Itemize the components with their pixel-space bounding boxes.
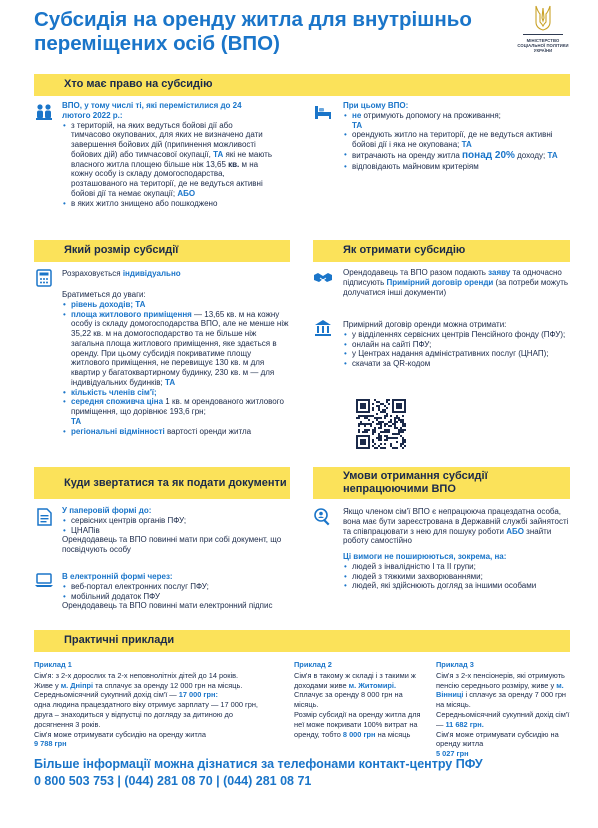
section-unemployed-header: [313, 467, 570, 499]
qr-code[interactable]: [356, 399, 406, 449]
how-where-item-4[interactable]: • скачати за QR-кодом: [343, 359, 569, 369]
unemployed-item-1: • людей з інвалідністю I та II групи;: [343, 562, 569, 572]
family-icon: [34, 102, 54, 122]
laptop-icon: [34, 570, 54, 590]
size-item-5: • регіональні відмінності вартості оренди житла: [62, 427, 290, 437]
who-left-block: [62, 101, 272, 208]
where-electronic-head: В електронній формі через:: [62, 572, 173, 581]
document-icon: [34, 507, 54, 527]
example-3-sum: 5 027 грн: [436, 749, 469, 759]
footer-phones[interactable]: 0 800 503 753 | (044) 281 08 70 | (044) 281 08 71: [34, 774, 312, 788]
ministry-logo: [516, 4, 570, 74]
section-where-title: Куди звертатися та як подати документи: [64, 476, 287, 489]
section-examples-title: Практичні приклади: [64, 634, 175, 647]
size-item-4: • середня споживча ціна 1 кв. м орендованого житлового приміщення, що дорівнює 193,6 грн; ТА: [62, 397, 290, 426]
logo-line-2: СОЦІАЛЬНОЇ ПОЛІТИКИ: [517, 43, 569, 48]
example-3: Приклад 3 Сім'я з 2-х пенсіонерів, які отримують пенсію середнього розміру, живе у м. Вінниці і сплачує за оренду 7 000 грн на місяць. Середньомісячний сукупний дохід сім'ї — 11 682 грн. Сім'я може отримувати субсидію на оренду житла 5 027 грн: [436, 660, 570, 759]
section-examples-header: [34, 630, 570, 652]
size-item-1: • рівень доходів; ТА: [62, 300, 290, 310]
how-where-head: Примірний договір оренди можна отримати:: [343, 320, 507, 329]
example-2: Приклад 2 Сім'я в такому ж складі і з такими ж доходами живе м. Житомирі. Сплачує за оренду 8 000 грн на місяць. Розмір субсидії на оренду житла для неї може покривати 100% витрат на оренду, тобто 8 000 грн на місяць: [294, 660, 424, 739]
section-how-title: Як отримати субсидію: [343, 244, 466, 257]
who-right-block: [343, 101, 569, 172]
example-1-sum: 9 788 грн: [34, 739, 67, 749]
example-3-title: Приклад 3: [436, 660, 474, 669]
size-taken-head: Братиметься до уваги:: [62, 290, 146, 299]
how-where-item-2: • онлайн на сайті ПФУ;: [343, 340, 569, 350]
section-who-header: [34, 74, 570, 96]
how-intro: Орендодавець та ВПО разом подають заяву та одночасно підписують Примірний договір оренди (за потреби можуть долучатися інші документи): [343, 268, 569, 297]
how-where-item-3: • у Центрах надання адміністративних послуг (ЦНАП);: [343, 349, 569, 359]
who-right-item-3: • витрачають на оренду житла понад 20% доходу; ТА: [343, 150, 569, 162]
who-left-item-1: • з територій, на яких ведуться бойові дії або тимчасово окупованих, для яких не визначено дати завершення бойових дій (припинення можливості бойових дій) або тимчасової окупації, ТА які не мають власного житла площею більше ніж 13,65 кв. м на кожну особу із складу домогосподарства, розташованого на території, де не ведуться активні бойові дії та немає окупації; АБО: [62, 121, 272, 199]
where-paper-item-1: • сервісних центрів органів ПФУ;: [62, 516, 284, 526]
section-how-header: [313, 240, 570, 262]
where-paper-note: Орендодавець та ВПО повинні мати при собі документ, що посвідчують особу: [62, 535, 282, 554]
who-left-item-2: • в яких житло знищено або пошкоджено: [62, 199, 272, 209]
section-unemployed-title: Умови отримання субсидії непрацюючими ВПО: [343, 470, 488, 495]
bed-icon: [313, 102, 333, 122]
footer-line-1: Більше інформації можна дізнатися за телефонами контакт-центру ПФУ: [34, 757, 483, 771]
example-1-title: Приклад 1: [34, 660, 72, 669]
who-right-item-4: • відповідають майновим критеріям: [343, 162, 569, 172]
how-where-block: [343, 320, 569, 369]
who-left-head: ВПО, у тому числі ті, які перемістилися до 24 лютого 2022 р.:: [62, 101, 242, 120]
section-size-header: [34, 240, 290, 262]
who-right-item-2: • орендують житло на території, де не ведуться активні бойові дії і яка не окупована; ТА: [343, 130, 569, 150]
institution-icon: [313, 318, 333, 338]
where-electronic-note: Орендодавець та ВПО повинні мати електронний підпис: [62, 601, 273, 611]
page-title: Субсидія на оренду житла для внутрішньо переміщених осіб (ВПО): [34, 8, 472, 55]
where-electronic-item-2: • мобільний додаток ПФУ: [62, 592, 284, 602]
unemployed-item-3: • людей, які здійснюють догляд за іншими особами: [343, 581, 569, 591]
how-where-item-1: • у відділеннях сервісних центрів Пенсійного фонду (ПФУ);: [343, 330, 569, 340]
unemployed-exceptions-head: Ці вимоги не поширюються, зокрема, на:: [343, 552, 507, 561]
where-paper-head: У паперовій формі до:: [62, 506, 152, 515]
calculator-icon: [34, 268, 54, 288]
trident-icon: [534, 4, 552, 32]
size-block: [62, 290, 290, 436]
where-paper-block: [62, 506, 284, 555]
footer-contacts: [34, 756, 483, 790]
who-right-head: При цьому ВПО:: [343, 101, 409, 110]
size-item-3: • кількість членів сім'ї;: [62, 388, 290, 398]
example-2-title: Приклад 2: [294, 660, 332, 669]
search-person-icon: [313, 507, 333, 527]
who-right-item-1: • не отримують допомогу на проживання; ТА: [343, 111, 569, 131]
section-where-header: [34, 467, 290, 499]
example-1: Приклад 1 Сім'я: з 2-х дорослих та 2-х неповнолітніх дітей до 14 років. Живе у м. Дніпрі та сплачує за оренду 12 000 грн на місяць. Середньомісячний сукупний дохід сім'ї — 17 000 грн: одна людина працездатного віку отримує зарплату — 17 000 грн, друга – знаходиться у відпустці по догляду за дитиною до досягнення 3 років. Сім'я може отримувати субсидію на оренду житла 9 788 грн: [34, 660, 274, 749]
where-electronic-item-1: • веб-портал електронних послуг ПФУ;: [62, 582, 284, 592]
logo-line-1: МІНІСТЕРСТВО: [526, 38, 560, 43]
section-size-title: Який розмір субсидії: [64, 244, 179, 257]
unemployed-item-2: • людей з тяжкими захворюваннями;: [343, 572, 569, 582]
where-electronic-block: [62, 572, 284, 611]
logo-line-3: УКРАЇНИ: [533, 48, 553, 53]
unemployed-block: [343, 507, 569, 591]
handshake-icon: [313, 267, 333, 287]
size-calc-line: Розраховується індивідуально: [62, 269, 181, 278]
section-who-title: Хто має право на субсидію: [64, 78, 213, 91]
where-paper-item-2: • ЦНАПів: [62, 526, 284, 536]
unemployed-text: Якщо членом сім'ї ВПО є непрацююча працездатна особа, вона має бути зареєстрована в Державній службі зайнятості та співпрацювати з нею для пошуку роботи АБО знайти роботу самостійно: [343, 507, 569, 546]
size-item-2: • площа житлового приміщення — 13,65 кв. м на кожну особу із складу домогосподарства ВПО, але не менше ніж 35,22 кв. м на домогосподарство та не більше ніж загальна площа житлового приміщення, яке здається в оренду. При цьому субсидія покриватиме площу житлового приміщення, не перевищує 130 кв. м для квартир у багатоквартирному будинку, 230 кв. м — для індивідуальних будинків; ТА: [62, 310, 290, 388]
